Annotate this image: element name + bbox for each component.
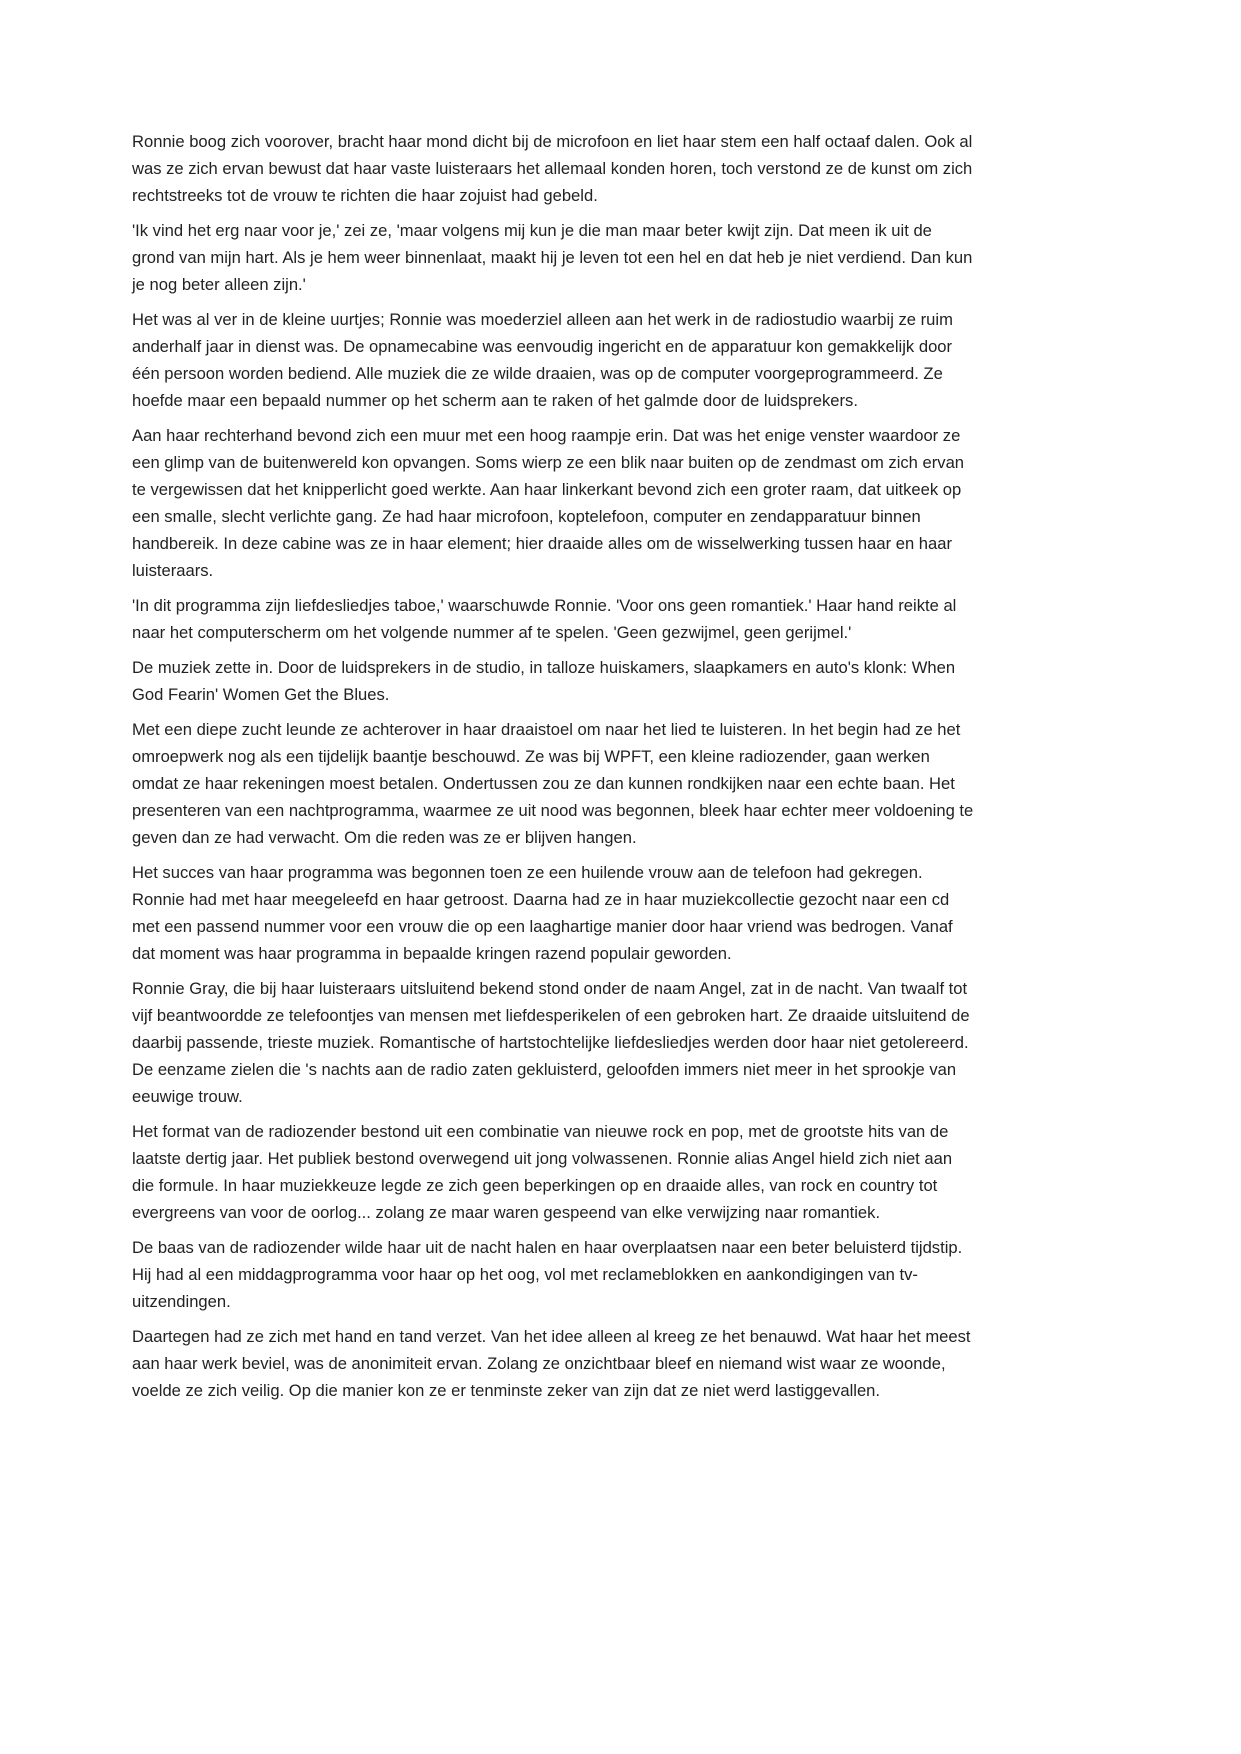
paragraph: Ronnie boog zich voorover, bracht haar mond dicht bij de microfoon en liet haar stem een half octaaf dalen. Ook al was ze zich ervan bewust dat haar vaste luisteraars het allemaal konden horen, toch verstond ze de kunst om zich rechtstreeks tot de vrouw te richten die haar zojuist had gebeld. (132, 132, 973, 205)
paragraph: Het format van de radiozender bestond uit een combinatie van nieuwe rock en pop, met de grootste hits van de laatste dertig jaar. Het publiek bestond overwegend uit jong volwassenen. Ronnie alias Angel hield zich niet aan die formule. In haar muziekkeuze legde ze zich geen beperkingen op en draaide alles, van rock en country tot evergreens van voor de oorlog... zolang ze maar waren gespeend van elke verwijzing naar romantiek. (132, 1122, 953, 1222)
paragraph: Het was al ver in de kleine uurtjes; Ronnie was moederziel alleen aan het werk in de radiostudio waarbij ze ruim anderhalf jaar in dienst was. De opnamecabine was eenvoudig ingericht en de apparatuur kon gemakkelijk door één persoon worden bediend. Alle muziek die ze wilde draaien, was op de computer voorgeprogrammeerd. Ze hoefde maar een bepaald nummer op het scherm aan te raken of het galmde door de luidsprekers. (132, 310, 953, 410)
paragraph: Aan haar rechterhand bevond zich een muur met een hoog raampje erin. Dat was het enige venster waardoor ze een glimp van de buitenwereld kon opvangen. Soms wierp ze een blik naar buiten op de zendmast om zich ervan te vergewissen dat het knipperlicht goed werkte. Aan haar linkerkant bevond zich een groter raam, dat uitkeek op een smalle, slecht verlichte gang. Ze had haar microfoon, koptelefoon, computer en zendapparatuur binnen handbereik. In deze cabine was ze in haar element; hier draaide alles om de wisselwerking tussen haar en haar luisteraars. (132, 426, 965, 580)
paragraph: Met een diepe zucht leunde ze achterover in haar draaistoel om naar het lied te luisteren. In het begin had ze het omroepwerk nog als een tijdelijk baantje beschouwd. Ze was bij WPFT, een kleine radiozender, gaan werken omdat ze haar rekeningen moest betalen. Ondertussen zou ze dan kunnen rondkijken naar een echte baan. Het presenteren van een nachtprogramma, waarmee ze uit nood was begonnen, bleek haar echter meer voldoening te geven dan ze had verwacht. Om die reden was ze er blijven hangen. (132, 720, 974, 847)
paragraph: Ronnie Gray, die bij haar luisteraars uitsluitend bekend stond onder de naam Angel, zat in de nacht. Van twaalf tot vijf beantwoordde ze telefoontjes van mensen met liefdesperikelen of een gebroken hart. Ze draaide uitsluitend de daarbij passende, trieste muziek. Romantische of hartstochtelijke liefdesliedjes werden door haar niet getolereerd. De eenzame zielen die 's nachts aan de radio zaten gekluisterd, geloofden immers niet meer in het sprookje van eeuwige trouw. (132, 979, 970, 1106)
paragraph: De baas van de radiozender wilde haar uit de nacht halen en haar overplaatsen naar een beter beluisterd tijdstip. Hij had al een middagprogramma voor haar op het oog, vol met reclameblokken en aankondigingen van tv-uitzendingen. (132, 1238, 963, 1311)
paragraph: 'Ik vind het erg naar voor je,' zei ze, 'maar volgens mij kun je die man maar beter kwijt zijn. Dat meen ik uit de grond van mijn hart. Als je hem weer binnenlaat, maakt hij je leven tot een hel en dat heb je niet verdiend. Dan kun je nog beter alleen zijn.' (132, 221, 973, 294)
paragraph: 'In dit programma zijn liefdesliedjes taboe,' waarschuwde Ronnie. 'Voor ons geen romantiek.' Haar hand reikte al naar het computerscherm om het volgende nummer af te spelen. 'Geen gezwijmel, geen gerijmel.' (132, 596, 957, 642)
paragraph: Daartegen had ze zich met hand en tand verzet. Van het idee alleen al kreeg ze het benauwd. Wat haar het meest aan haar werk beviel, was de anonimiteit ervan. Zolang ze onzichtbaar bleef en niemand wist waar ze woonde, voelde ze zich veilig. Op die manier kon ze er tenminste zeker van zijn dat ze niet werd lastiggevallen. (132, 1327, 971, 1400)
paragraph: Het succes van haar programma was begonnen toen ze een huilende vrouw aan de telefoon had gekregen. Ronnie had met haar meegeleefd en haar getroost. Daarna had ze in haar muziekcollectie gezocht naar een cd met een passend nummer voor een vrouw die op een laaghartige manier door haar vriend was bedrogen. Vanaf dat moment was haar programma in bepaalde kringen razend populair geworden. (132, 863, 953, 963)
document-page (132, 128, 977, 1412)
paragraph: De muziek zette in. Door de luidsprekers in de studio, in talloze huiskamers, slaapkamers en auto's klonk: When God Fearin' Women Get the Blues. (132, 658, 956, 704)
